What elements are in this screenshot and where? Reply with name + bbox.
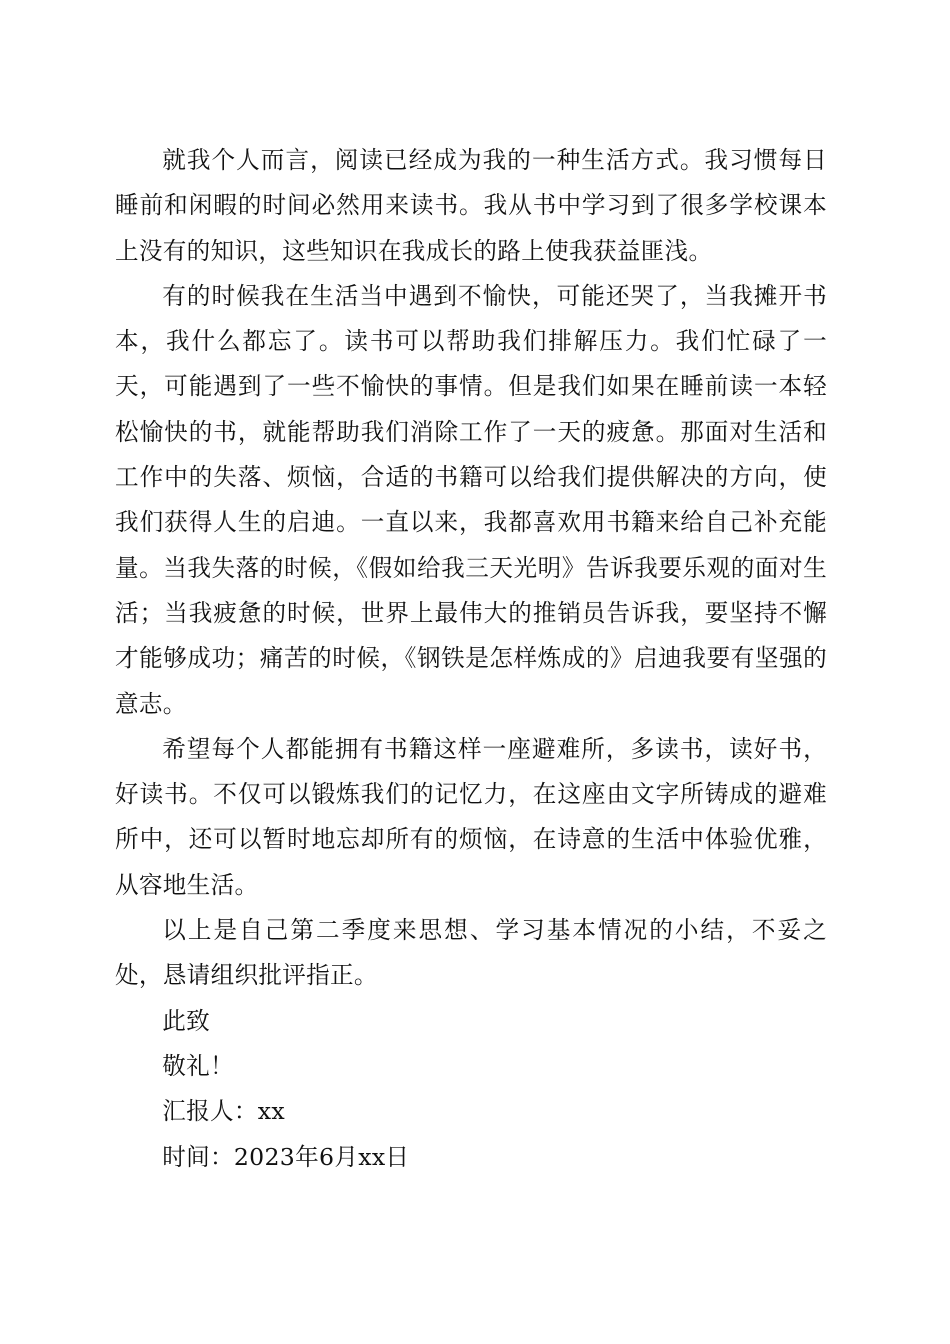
paragraph-reading-lifestyle: 就我个人而言，阅读已经成为我的一种生活方式。我习惯每日睡前和闲暇的时间必然用来读书。我从书中学习到了很多学校课本上没有的知识，这些知识在我成长的路上使我获益匪浅。 — [115, 146, 827, 265]
date-line: 时间：2023年6月xx日 — [162, 1142, 410, 1171]
salutation-line: 敬礼！ — [162, 1051, 234, 1080]
closing-line: 此致 — [162, 1006, 210, 1035]
paragraph-books-relief: 有的时候我在生活当中遇到不愉快，可能还哭了，当我摊开书本，我什么都忘了。读书可以帮助我们排解压力。我们忙碌了一天，可能遇到了一些不愉快的事情。但是我们如果在睡前读一本轻松愉快的书，就能帮助我们消除工作了一天的疲惫。那面对生活和工作中的失落、烦恼，合适的书籍可以给我们提供解决的方向，使我们获得人生的启迪。一直以来，我都喜欢用书籍来给自己补充能量。当我失落的时候，《假如给我三天光明》告诉我要乐观的面对生活；当我疲惫的时候，世界上最伟大的推销员告诉我，要坚持不懈才能够成功；痛苦的时候，《钢铁是怎样炼成的》启迪我要有坚强的意志。 — [115, 281, 827, 718]
paragraph-book-refuge: 希望每个人都能拥有书籍这样一座避难所，多读书，读好书，好读书。不仅可以锻炼我们的记忆力，在这座由文字所铸成的避难所中，还可以暂时地忘却所有的烦恼，在诗意的生活中体验优雅，从容地生活。 — [115, 734, 827, 899]
paragraph-summary: 以上是自己第二季度来思想、学习基本情况的小结，不妥之处，恳请组织批评指正。 — [115, 916, 827, 990]
reporter-line: 汇报人：xx — [162, 1097, 285, 1126]
document-body — [115, 138, 827, 1180]
